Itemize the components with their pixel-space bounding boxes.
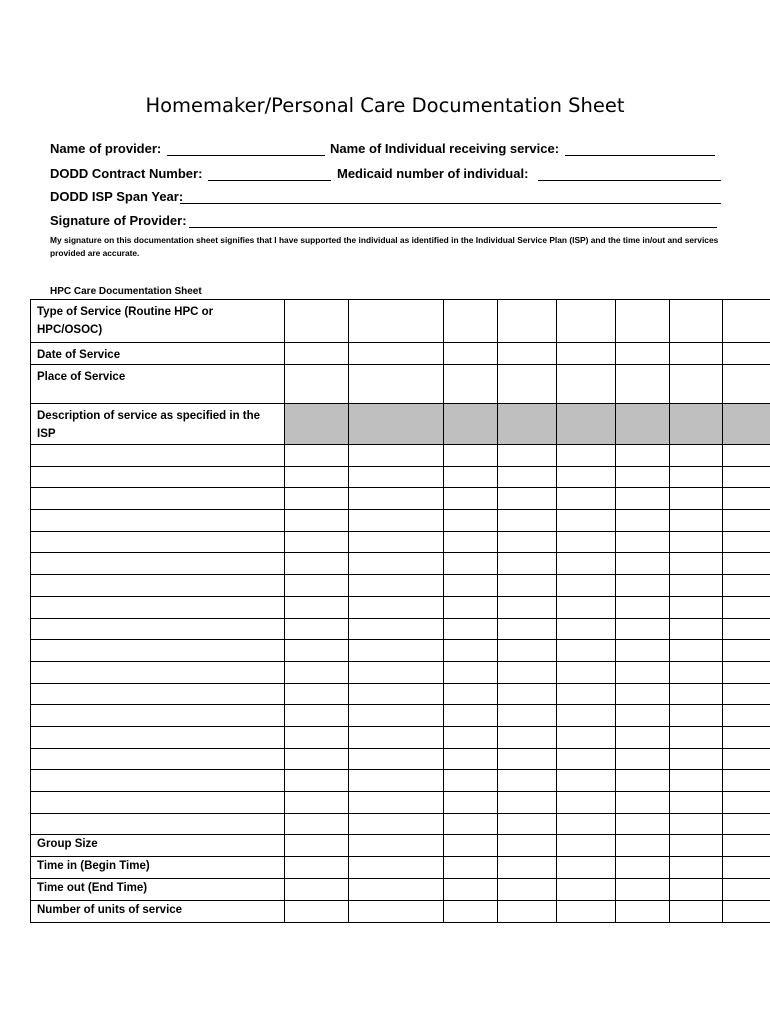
- entry-cell[interactable]: [444, 792, 498, 814]
- entry-cell[interactable]: [723, 857, 770, 879]
- entry-cell[interactable]: [498, 365, 557, 404]
- entry-cell[interactable]: [723, 404, 770, 445]
- entry-cell[interactable]: [444, 661, 498, 683]
- row-label[interactable]: [31, 575, 285, 597]
- table-row-header: [31, 300, 770, 343]
- entry-cell[interactable]: [498, 531, 557, 553]
- entry-cell[interactable]: [444, 596, 498, 618]
- entry-cell[interactable]: [557, 901, 616, 923]
- entry-cell[interactable]: [285, 510, 349, 532]
- entry-cell[interactable]: [557, 575, 616, 597]
- entry-cell[interactable]: [723, 705, 770, 727]
- entry-cell[interactable]: [557, 770, 616, 792]
- table-row-footer: [31, 901, 770, 923]
- entry-cell[interactable]: [723, 596, 770, 618]
- entry-cell[interactable]: [616, 343, 670, 365]
- entry-cell[interactable]: [444, 640, 498, 662]
- row-label: Number of units of service: [31, 901, 285, 923]
- entry-cell[interactable]: [616, 553, 670, 575]
- entry-cell[interactable]: [670, 813, 723, 835]
- entry-cell[interactable]: [285, 879, 349, 901]
- entry-cell[interactable]: [349, 813, 444, 835]
- entry-cell[interactable]: [444, 300, 498, 343]
- entry-cell[interactable]: [670, 726, 723, 748]
- individual-name-label: Name of Individual receiving service:: [330, 141, 560, 156]
- documentation-table: [30, 299, 770, 923]
- entry-cell[interactable]: [285, 705, 349, 727]
- entry-cell[interactable]: [723, 553, 770, 575]
- entry-cell[interactable]: [723, 466, 770, 488]
- entry-cell[interactable]: [616, 300, 670, 343]
- entry-cell[interactable]: [349, 748, 444, 770]
- entry-cell[interactable]: [285, 596, 349, 618]
- table-row: [31, 683, 770, 705]
- entry-cell[interactable]: [349, 575, 444, 597]
- entry-cell[interactable]: [498, 510, 557, 532]
- entry-cell[interactable]: [285, 813, 349, 835]
- entry-cell[interactable]: [498, 726, 557, 748]
- isp-span-year-label: DODD ISP Span Year:: [50, 189, 184, 204]
- entry-cell[interactable]: [349, 661, 444, 683]
- entry-cell[interactable]: [670, 879, 723, 901]
- entry-cell[interactable]: [349, 596, 444, 618]
- table-row: [31, 661, 770, 683]
- entry-cell[interactable]: [670, 770, 723, 792]
- entry-cell[interactable]: [349, 901, 444, 923]
- entry-cell[interactable]: [616, 661, 670, 683]
- entry-cell[interactable]: [670, 300, 723, 343]
- entry-cell[interactable]: [616, 748, 670, 770]
- entry-cell[interactable]: [498, 466, 557, 488]
- entry-cell[interactable]: [444, 835, 498, 857]
- sheet-label: HPC Care Documentation Sheet: [50, 286, 202, 297]
- entry-cell[interactable]: [616, 404, 670, 445]
- entry-cell[interactable]: [670, 618, 723, 640]
- entry-cell[interactable]: [498, 661, 557, 683]
- entry-cell[interactable]: [444, 813, 498, 835]
- entry-cell[interactable]: [616, 879, 670, 901]
- medicaid-number-field[interactable]: [538, 180, 721, 181]
- entry-cell[interactable]: [349, 640, 444, 662]
- row-label[interactable]: [31, 770, 285, 792]
- table-row-header: [31, 404, 770, 445]
- entry-cell[interactable]: [285, 575, 349, 597]
- entry-cell[interactable]: [444, 343, 498, 365]
- row-label: Time in (Begin Time): [31, 857, 285, 879]
- entry-cell[interactable]: [557, 857, 616, 879]
- entry-cell[interactable]: [349, 879, 444, 901]
- entry-cell[interactable]: [349, 553, 444, 575]
- table-row: [31, 596, 770, 618]
- entry-cell[interactable]: [349, 792, 444, 814]
- entry-cell[interactable]: [723, 879, 770, 901]
- entry-cell[interactable]: [670, 531, 723, 553]
- entry-cell[interactable]: [616, 792, 670, 814]
- table-row: [31, 510, 770, 532]
- entry-cell[interactable]: [670, 792, 723, 814]
- row-label[interactable]: [31, 596, 285, 618]
- entry-cell[interactable]: [557, 661, 616, 683]
- entry-cell[interactable]: [444, 466, 498, 488]
- entry-cell[interactable]: [349, 726, 444, 748]
- entry-cell[interactable]: [285, 618, 349, 640]
- table-row: [31, 813, 770, 835]
- signature-label: Signature of Provider:: [50, 213, 187, 228]
- entry-cell[interactable]: [557, 510, 616, 532]
- entry-cell[interactable]: [670, 661, 723, 683]
- table-row: [31, 748, 770, 770]
- entry-cell[interactable]: [285, 770, 349, 792]
- entry-cell[interactable]: [616, 365, 670, 404]
- entry-cell[interactable]: [723, 488, 770, 510]
- entry-cell[interactable]: [557, 404, 616, 445]
- entry-cell[interactable]: [670, 365, 723, 404]
- entry-cell[interactable]: [557, 300, 616, 343]
- entry-cell[interactable]: [444, 618, 498, 640]
- entry-cell[interactable]: [349, 835, 444, 857]
- row-label[interactable]: [31, 726, 285, 748]
- row-label[interactable]: [31, 640, 285, 662]
- entry-cell[interactable]: [498, 300, 557, 343]
- entry-cell[interactable]: [670, 640, 723, 662]
- entry-cell[interactable]: [723, 813, 770, 835]
- entry-cell[interactable]: [285, 404, 349, 445]
- entry-cell[interactable]: [498, 445, 557, 467]
- entry-cell[interactable]: [723, 531, 770, 553]
- row-label[interactable]: [31, 661, 285, 683]
- entry-cell[interactable]: [557, 705, 616, 727]
- entry-cell[interactable]: [498, 748, 557, 770]
- entry-cell[interactable]: [557, 618, 616, 640]
- entry-cell[interactable]: [285, 726, 349, 748]
- entry-cell[interactable]: [498, 792, 557, 814]
- entry-cell[interactable]: [670, 901, 723, 923]
- entry-cell[interactable]: [444, 531, 498, 553]
- entry-cell[interactable]: [557, 792, 616, 814]
- entry-cell[interactable]: [557, 343, 616, 365]
- table-row: [31, 618, 770, 640]
- table-row: [31, 466, 770, 488]
- entry-cell[interactable]: [444, 857, 498, 879]
- table-row: [31, 531, 770, 553]
- entry-cell[interactable]: [616, 618, 670, 640]
- entry-cell[interactable]: [349, 365, 444, 404]
- entry-cell[interactable]: [285, 901, 349, 923]
- entry-cell[interactable]: [557, 531, 616, 553]
- entry-cell[interactable]: [498, 618, 557, 640]
- entry-cell[interactable]: [444, 575, 498, 597]
- entry-cell[interactable]: [285, 488, 349, 510]
- entry-cell[interactable]: [557, 365, 616, 404]
- entry-cell[interactable]: [498, 705, 557, 727]
- table-row: [31, 445, 770, 467]
- entry-cell[interactable]: [723, 300, 770, 343]
- table-row: [31, 792, 770, 814]
- entry-cell[interactable]: [723, 901, 770, 923]
- entry-cell[interactable]: [498, 835, 557, 857]
- entry-cell[interactable]: [616, 575, 670, 597]
- entry-cell[interactable]: [498, 553, 557, 575]
- table-row: [31, 770, 770, 792]
- entry-cell[interactable]: [349, 445, 444, 467]
- entry-cell[interactable]: [616, 488, 670, 510]
- entry-cell[interactable]: [444, 404, 498, 445]
- entry-cell[interactable]: [349, 488, 444, 510]
- entry-cell[interactable]: [349, 404, 444, 445]
- entry-cell[interactable]: [444, 510, 498, 532]
- entry-cell[interactable]: [557, 748, 616, 770]
- entry-cell[interactable]: [670, 835, 723, 857]
- entry-cell[interactable]: [557, 466, 616, 488]
- entry-cell[interactable]: [285, 748, 349, 770]
- entry-cell[interactable]: [285, 365, 349, 404]
- entry-cell[interactable]: [557, 596, 616, 618]
- entry-cell[interactable]: [349, 466, 444, 488]
- entry-cell[interactable]: [498, 857, 557, 879]
- row-label: Description of service as specified in the ISP: [31, 404, 285, 445]
- entry-cell[interactable]: [498, 404, 557, 445]
- row-label[interactable]: [31, 792, 285, 814]
- entry-cell[interactable]: [285, 661, 349, 683]
- entry-cell[interactable]: [498, 879, 557, 901]
- entry-cell[interactable]: [444, 445, 498, 467]
- entry-cell[interactable]: [349, 531, 444, 553]
- contract-number-label: DODD Contract Number:: [50, 166, 203, 181]
- entry-cell[interactable]: [723, 510, 770, 532]
- row-label[interactable]: [31, 705, 285, 727]
- table-row-footer: [31, 879, 770, 901]
- entry-cell[interactable]: [349, 510, 444, 532]
- entry-cell[interactable]: [498, 343, 557, 365]
- entry-cell[interactable]: [498, 640, 557, 662]
- row-label[interactable]: [31, 748, 285, 770]
- entry-cell[interactable]: [285, 792, 349, 814]
- entry-cell[interactable]: [616, 640, 670, 662]
- entry-cell[interactable]: [616, 705, 670, 727]
- entry-cell[interactable]: [616, 445, 670, 467]
- entry-cell[interactable]: [723, 683, 770, 705]
- entry-cell[interactable]: [444, 748, 498, 770]
- row-label[interactable]: [31, 553, 285, 575]
- table-row-footer: [31, 857, 770, 879]
- row-label[interactable]: [31, 531, 285, 553]
- entry-cell[interactable]: [285, 835, 349, 857]
- entry-cell[interactable]: [670, 575, 723, 597]
- entry-cell[interactable]: [444, 553, 498, 575]
- entry-cell[interactable]: [285, 553, 349, 575]
- contract-number-field[interactable]: [208, 180, 331, 181]
- entry-cell[interactable]: [723, 618, 770, 640]
- isp-span-year-field[interactable]: [180, 203, 721, 204]
- entry-cell[interactable]: [498, 770, 557, 792]
- entry-cell[interactable]: [444, 770, 498, 792]
- entry-cell[interactable]: [670, 553, 723, 575]
- entry-cell[interactable]: [557, 813, 616, 835]
- row-label: Time out (End Time): [31, 879, 285, 901]
- entry-cell[interactable]: [616, 835, 670, 857]
- entry-cell[interactable]: [285, 445, 349, 467]
- entry-cell[interactable]: [670, 683, 723, 705]
- entry-cell[interactable]: [444, 879, 498, 901]
- entry-cell[interactable]: [498, 683, 557, 705]
- row-label: Place of Service: [31, 365, 285, 404]
- entry-cell[interactable]: [557, 879, 616, 901]
- entry-cell[interactable]: [444, 901, 498, 923]
- entry-cell[interactable]: [723, 748, 770, 770]
- entry-cell[interactable]: [670, 343, 723, 365]
- row-label: Date of Service: [31, 343, 285, 365]
- entry-cell[interactable]: [723, 661, 770, 683]
- entry-cell[interactable]: [498, 575, 557, 597]
- entry-cell[interactable]: [670, 596, 723, 618]
- entry-cell[interactable]: [285, 531, 349, 553]
- row-label[interactable]: [31, 466, 285, 488]
- entry-cell[interactable]: [723, 726, 770, 748]
- entry-cell[interactable]: [349, 300, 444, 343]
- table-row: [31, 488, 770, 510]
- entry-cell[interactable]: [616, 510, 670, 532]
- row-label[interactable]: [31, 683, 285, 705]
- entry-cell[interactable]: [349, 343, 444, 365]
- entry-cell[interactable]: [616, 531, 670, 553]
- entry-cell[interactable]: [557, 683, 616, 705]
- entry-cell[interactable]: [670, 488, 723, 510]
- entry-cell[interactable]: [444, 726, 498, 748]
- table-row: [31, 553, 770, 575]
- entry-cell[interactable]: [349, 683, 444, 705]
- table-row-header: [31, 365, 770, 404]
- entry-cell[interactable]: [349, 618, 444, 640]
- entry-cell[interactable]: [723, 365, 770, 404]
- entry-cell[interactable]: [285, 857, 349, 879]
- entry-cell[interactable]: [349, 705, 444, 727]
- entry-cell[interactable]: [444, 683, 498, 705]
- entry-cell[interactable]: [723, 575, 770, 597]
- entry-cell[interactable]: [670, 705, 723, 727]
- entry-cell[interactable]: [616, 726, 670, 748]
- entry-cell[interactable]: [723, 792, 770, 814]
- row-label[interactable]: [31, 618, 285, 640]
- entry-cell[interactable]: [444, 365, 498, 404]
- row-label: Type of Service (Routine HPC or HPC/OSOC): [31, 300, 285, 343]
- entry-cell[interactable]: [349, 857, 444, 879]
- entry-cell[interactable]: [557, 835, 616, 857]
- entry-cell[interactable]: [285, 343, 349, 365]
- entry-cell[interactable]: [670, 466, 723, 488]
- entry-cell[interactable]: [498, 813, 557, 835]
- table-row-header: [31, 343, 770, 365]
- table-row: [31, 575, 770, 597]
- entry-cell[interactable]: [557, 488, 616, 510]
- entry-cell[interactable]: [557, 640, 616, 662]
- table-row: [31, 705, 770, 727]
- entry-cell[interactable]: [723, 445, 770, 467]
- entry-cell[interactable]: [616, 813, 670, 835]
- entry-cell[interactable]: [723, 343, 770, 365]
- entry-cell[interactable]: [723, 640, 770, 662]
- entry-cell[interactable]: [616, 857, 670, 879]
- individual-name-field[interactable]: [565, 155, 715, 156]
- entry-cell[interactable]: [616, 901, 670, 923]
- entry-cell[interactable]: [498, 901, 557, 923]
- row-label[interactable]: [31, 445, 285, 467]
- table-row: [31, 726, 770, 748]
- entry-cell[interactable]: [498, 488, 557, 510]
- entry-cell[interactable]: [444, 488, 498, 510]
- entry-cell[interactable]: [670, 404, 723, 445]
- page-title: Homemaker/Personal Care Documentation Sheet: [145, 94, 625, 117]
- medicaid-number-label: Medicaid number of individual:: [337, 166, 529, 181]
- entry-cell[interactable]: [616, 683, 670, 705]
- entry-cell[interactable]: [557, 445, 616, 467]
- entry-cell[interactable]: [557, 553, 616, 575]
- entry-cell[interactable]: [498, 596, 557, 618]
- entry-cell[interactable]: [723, 770, 770, 792]
- signature-field[interactable]: [189, 227, 717, 228]
- entry-cell[interactable]: [285, 466, 349, 488]
- provider-name-label: Name of provider:: [50, 141, 162, 156]
- row-label: Group Size: [31, 835, 285, 857]
- table-row: [31, 640, 770, 662]
- entry-cell[interactable]: [670, 748, 723, 770]
- entry-cell[interactable]: [670, 510, 723, 532]
- entry-cell[interactable]: [557, 726, 616, 748]
- entry-cell[interactable]: [670, 857, 723, 879]
- provider-name-field[interactable]: [167, 155, 325, 156]
- row-label[interactable]: [31, 510, 285, 532]
- entry-cell[interactable]: [285, 300, 349, 343]
- signature-note: My signature on this documentation sheet signifies that I have supported the individual as identified in the Individual Service Plan (ISP) and the time in/out and services provided are accurate.: [50, 235, 719, 258]
- entry-cell[interactable]: [285, 640, 349, 662]
- row-label[interactable]: [31, 813, 285, 835]
- entry-cell[interactable]: [444, 705, 498, 727]
- entry-cell[interactable]: [349, 770, 444, 792]
- entry-cell[interactable]: [285, 683, 349, 705]
- entry-cell[interactable]: [616, 596, 670, 618]
- entry-cell[interactable]: [670, 445, 723, 467]
- row-label[interactable]: [31, 488, 285, 510]
- entry-cell[interactable]: [616, 770, 670, 792]
- table-row-footer: [31, 835, 770, 857]
- entry-cell[interactable]: [616, 466, 670, 488]
- entry-cell[interactable]: [723, 835, 770, 857]
